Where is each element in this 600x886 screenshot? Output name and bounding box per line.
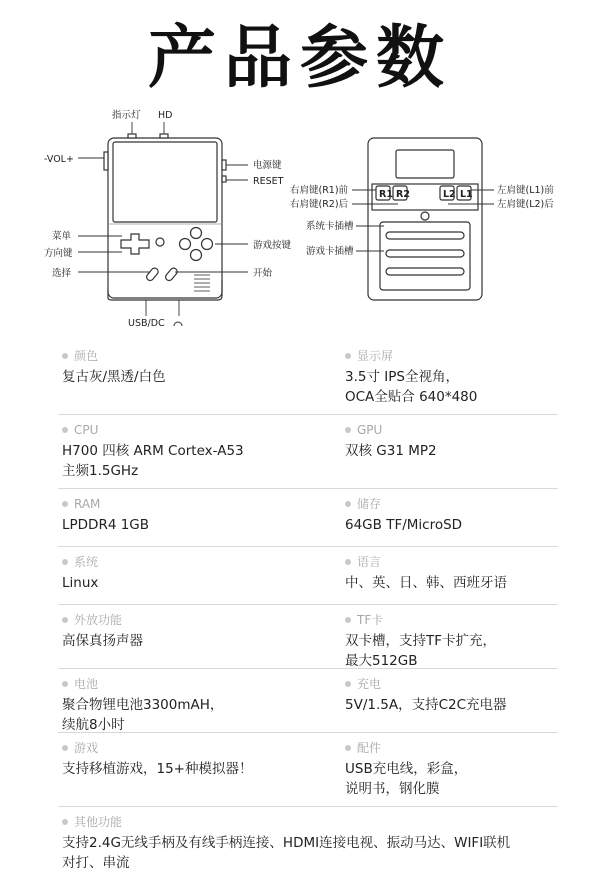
bullet-icon: [62, 681, 68, 687]
spec-item-charging: [345, 676, 555, 715]
spec-value: 5V/1.5A，支持C2C充电器: [345, 697, 507, 713]
label-usb: USB/DC: [128, 318, 165, 329]
bullet-icon: [345, 617, 351, 623]
spec-value: H700 四核 ARM Cortex-A53 主频1.5GHz: [62, 443, 244, 479]
spec-row: [58, 732, 558, 807]
spec-item-accessories: [345, 740, 555, 799]
label-menu: 菜单: [52, 231, 72, 242]
label-vol: -VOL+: [44, 154, 74, 165]
page-title: 产品参数: [147, 19, 452, 98]
label-sys-slot: 系统卡插槽: [306, 221, 354, 232]
bullet-icon: [62, 745, 68, 751]
label-game-buttons: 游戏按键: [253, 240, 292, 251]
spec-value: 双卡槽，支持TF卡扩充， 最大512GB: [345, 633, 497, 669]
label-start: 开始: [253, 268, 273, 279]
spec-value: 双核 G31 MP2: [345, 443, 437, 459]
bullet-icon: [62, 353, 68, 359]
key-r1: R1: [379, 189, 393, 200]
spec-value: LPDDR4 1GB: [62, 517, 150, 533]
spec-item-speaker: [62, 612, 332, 651]
label-r2: 右肩键(R2)后: [290, 199, 349, 210]
label-r1: 右肩键(R1)前: [290, 185, 349, 196]
spec-item-gpu: [345, 422, 555, 461]
label-dpad: 方向键: [44, 248, 73, 259]
spec-item-color: [62, 348, 332, 387]
spec-value: 聚合物锂电池3300mAH， 续航8小时: [62, 697, 224, 733]
spec-value: 支持移植游戏，15+种模拟器！: [62, 761, 253, 777]
spec-key: 电池: [74, 677, 99, 691]
spec-key: 配件: [357, 741, 382, 755]
spec-key: TF卡: [357, 613, 384, 627]
label-indicator: 指示灯: [112, 110, 141, 121]
spec-value: 64GB TF/MicroSD: [345, 517, 463, 533]
spec-item-os: [62, 554, 332, 593]
spec-value: 高保真扬声器: [62, 633, 143, 649]
spec-item-language: [345, 554, 555, 593]
spec-row: [58, 668, 558, 733]
spec-key: 系统: [74, 555, 99, 569]
spec-value: Linux: [62, 575, 99, 591]
spec-item-tf-card: [345, 612, 555, 671]
label-l2: 左肩键(L2)后: [497, 199, 554, 210]
bullet-icon: [62, 501, 68, 507]
spec-row: [58, 604, 558, 669]
spec-value: 3.5寸 IPS全视角， OCA全贴合 640*480: [345, 369, 478, 405]
bullet-icon: [345, 427, 351, 433]
spec-value: 复古灰/黑透/白色: [62, 369, 166, 385]
spec-key: RAM: [74, 497, 101, 511]
spec-item-storage: [345, 496, 555, 535]
spec-item-battery: [62, 676, 332, 735]
back-view: [368, 138, 482, 300]
spec-row: [58, 546, 558, 605]
bullet-icon: [345, 559, 351, 565]
key-l1: L1: [460, 189, 473, 200]
label-power: 电源键: [253, 160, 282, 171]
spec-key: 颜色: [74, 349, 99, 363]
spec-value: 支持2.4G无线手柄及有线手柄连接、HDMI连接电视、振动马达、WIFI联机 对打、串流: [62, 835, 511, 871]
spec-key: 语言: [357, 555, 382, 569]
spec-row: [58, 488, 558, 547]
spec-item-cpu: [62, 422, 332, 481]
bullet-icon: [62, 559, 68, 565]
key-l2: L2: [443, 189, 456, 200]
spec-value: USB充电线，彩盒， 说明书，钢化膜: [345, 761, 468, 797]
spec-key: 其他功能: [74, 815, 123, 829]
spec-key: 游戏: [74, 741, 99, 755]
bullet-icon: [62, 427, 68, 433]
headphone-icon: [174, 322, 182, 326]
device-diagram: [0, 100, 600, 340]
spec-key: 充电: [357, 677, 382, 691]
spec-row: [58, 414, 558, 489]
bullet-icon: [345, 353, 351, 359]
bullet-icon: [345, 745, 351, 751]
key-r2: R2: [396, 189, 410, 200]
front-view: [104, 134, 226, 300]
spec-item-display: [345, 348, 555, 407]
spec-key: 显示屏: [357, 349, 394, 363]
label-hd: HD: [158, 110, 173, 121]
bullet-icon: [62, 819, 68, 825]
spec-value: 中、英、日、韩、西班牙语: [345, 575, 507, 591]
spec-item-games: [62, 740, 332, 779]
spec-item-ram: [62, 496, 332, 535]
label-game-slot: 游戏卡插槽: [306, 246, 354, 257]
spec-key: GPU: [357, 423, 383, 437]
bullet-icon: [345, 681, 351, 687]
bullet-icon: [62, 617, 68, 623]
label-l1: 左肩键(L1)前: [497, 185, 554, 196]
spec-key: CPU: [74, 423, 99, 437]
label-select: 选择: [52, 268, 72, 279]
spec-item-other: [62, 814, 562, 873]
spec-key: 储存: [357, 497, 382, 511]
bullet-icon: [345, 501, 351, 507]
label-reset: RESET: [253, 176, 284, 187]
spec-key: 外放功能: [74, 613, 123, 627]
spec-row: [58, 340, 558, 415]
